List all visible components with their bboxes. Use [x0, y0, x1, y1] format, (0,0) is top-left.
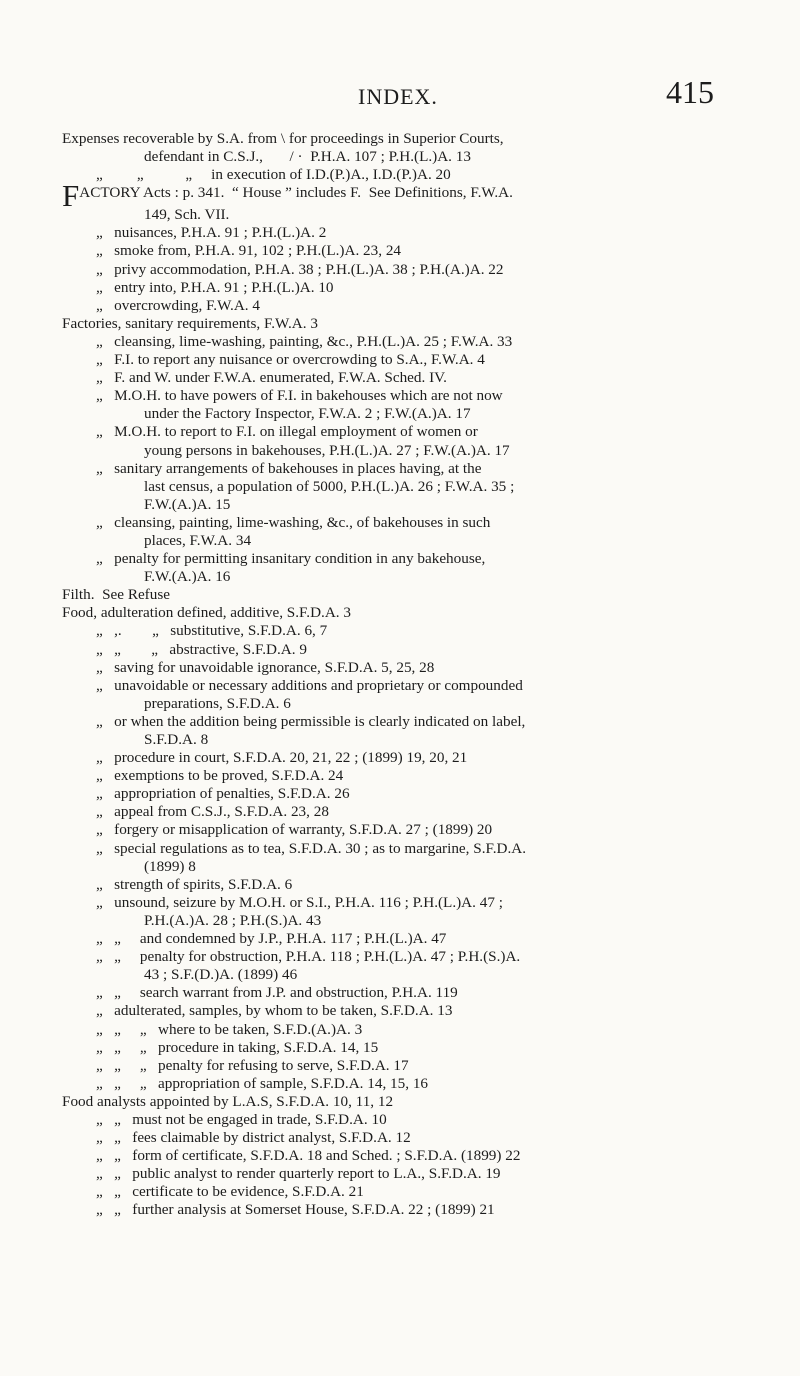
index-line-text: 149, Sch. VII. [144, 206, 230, 224]
index-line-text: „ „ penalty for obstruction, P.H.A. 118 ; P.H.(L.)A. 47 ; P.H.(S.)A. [96, 948, 521, 966]
index-line [96, 242, 752, 260]
index-line-text: „ „ „ appropriation of sample, S.F.D.A. 14, 15, 16 [96, 1074, 429, 1092]
index-line-text: last census, a population of 5000, P.H.(L.)A. 26 ; F.W.A. 35 ; [144, 477, 515, 495]
index-line-text: „ „ public analyst to render quarterly report to L.A., S.F.D.A. 19 [96, 1165, 501, 1183]
index-line-text: „ cleansing, painting, lime-washing, &c., of bakehouses in such [96, 513, 491, 531]
index-line [96, 1111, 752, 1129]
index-line-text: Expenses recoverable by S.A. from \ for proceedings in Superior Courts, [62, 130, 504, 147]
index-line [96, 1002, 752, 1020]
index-line [144, 148, 752, 166]
index-line-text: „ privy accommodation, P.H.A. 38 ; P.H.(L.)A. 38 ; P.H.(A.)A. 22 [96, 260, 504, 278]
index-line [144, 478, 752, 496]
index-line [96, 948, 752, 966]
index-line-text: „ unsound, seizure by M.O.H. or S.I., P.H.A. 116 ; P.H.(L.)A. 47 ; [96, 893, 503, 911]
index-line [96, 261, 752, 279]
index-line [96, 803, 752, 821]
index-line [96, 749, 752, 767]
page-number: 415 [666, 74, 714, 110]
index-line-text: Food analysts appointed by L.A.S, S.F.D.A. 10, 11, 12 [62, 1092, 394, 1110]
index-line [96, 785, 752, 803]
index-line-text: 43 ; S.F.(D.)A. (1899) 46 [144, 966, 298, 984]
index-line [96, 1201, 752, 1219]
index-line-text: „ „ „ penalty for refusing to serve, S.F.D.A. 17 [96, 1056, 409, 1074]
index-line-text: „ M.O.H. to have powers of F.I. in bakehouses which are not now [96, 387, 503, 405]
index-line [96, 641, 752, 659]
index-line-text: „ appropriation of penalties, S.F.D.A. 26 [96, 785, 350, 803]
index-line [96, 369, 752, 387]
index-line [62, 604, 752, 622]
index-line-text: „ F.I. to report any nuisance or overcrowding to S.A., F.W.A. 4 [96, 351, 485, 369]
page-header [0, 74, 800, 114]
index-line [96, 659, 752, 677]
index-line [96, 1165, 752, 1183]
index-line [144, 912, 752, 930]
index-line-text: „ smoke from, P.H.A. 91, 102 ; P.H.(L.)A. 23, 24 [96, 242, 402, 260]
index-line [96, 1057, 752, 1075]
index-line [96, 387, 752, 405]
index-line-text: places, F.W.A. 34 [144, 531, 252, 549]
index-line-text: S.F.D.A. 8 [144, 731, 209, 748]
index-line [144, 442, 752, 460]
index-line-text: „ strength of spirits, S.F.D.A. 6 [96, 875, 293, 893]
index-line-text: „ „ „ procedure in taking, S.F.D.A. 14, 15 [96, 1038, 379, 1056]
index-line-text: „ ,. „ substitutive, S.F.D.A. 6, 7 [96, 622, 328, 640]
index-line-text: „ adulterated, samples, by whom to be taken, S.F.D.A. 13 [96, 1002, 453, 1020]
index-line-text: young persons in bakehouses, P.H.(L.)A. 27 ; F.W.(A.)A. 17 [144, 441, 510, 459]
index-line [96, 876, 752, 894]
index-line-text: P.H.(A.)A. 28 ; P.H.(S.)A. 43 [144, 911, 322, 929]
index-line [144, 568, 752, 586]
index-line-text: „ forgery or misapplication of warranty, S.F.D.A. 27 ; (1899) 20 [96, 821, 493, 839]
index-line-text: „ „ fees claimable by district analyst, S.F.D.A. 12 [96, 1129, 411, 1147]
index-line-text: „ saving for unavoidable ignorance, S.F.D.A. 5, 25, 28 [96, 658, 435, 676]
index-line-text: „ or when the addition being permissible is clearly indicated on label, [96, 712, 526, 730]
index-line [96, 894, 752, 912]
index-line-text: under the Factory Inspector, F.W.A. 2 ; F.W.(A.)A. 17 [144, 405, 471, 423]
index-line-text: „ F. and W. under F.W.A. enumerated, F.W.A. Sched. IV. [96, 369, 447, 387]
index-line-text: defendant in C.S.J., / · P.H.A. 107 ; P.H.(L.)A. 13 [144, 148, 471, 166]
index-line [144, 206, 752, 224]
index-line-text: „ sanitary arrangements of bakehouses in places having, at the [96, 459, 482, 477]
index-line [62, 130, 752, 148]
drop-cap: F [62, 178, 80, 214]
index-line [96, 622, 752, 640]
index-line [144, 496, 752, 514]
index-line [96, 1183, 752, 1201]
index-line [144, 695, 752, 713]
index-line-text: „ cleansing, lime-washing, painting, &c., P.H.(L.)A. 25 ; F.W.A. 33 [96, 332, 513, 350]
index-line [144, 532, 752, 550]
index-line-text: „ penalty for permitting insanitary condition in any bakehouse, [96, 550, 486, 568]
index-line-text: Food, adulteration defined, additive, S.F.D.A. 3 [62, 604, 351, 622]
index-line-text: „ „ and condemned by J.P., P.H.A. 117 ; P.H.(L.)A. 47 [96, 930, 447, 948]
index-line-text: F.W.(A.)A. 16 [144, 568, 231, 586]
index-line-text: „ unavoidable or necessary additions and proprietary or compounded [96, 676, 523, 694]
index-line-text: „ appeal from C.S.J., S.F.D.A. 23, 28 [96, 803, 329, 821]
index-line-text: „ „ search warrant from J.P. and obstruction, P.H.A. 119 [96, 984, 458, 1002]
index-line-text: „ „ certificate to be evidence, S.F.D.A. 21 [96, 1183, 364, 1201]
page-title: INDEX. [358, 84, 438, 109]
index-line [96, 1021, 752, 1039]
index-line-text: „ „ must not be engaged in trade, S.F.D.A. 10 [96, 1110, 387, 1128]
index-line-text: „ exemptions to be proved, S.F.D.A. 24 [96, 767, 344, 785]
index-line-text: „ nuisances, P.H.A. 91 ; P.H.(L.)A. 2 [96, 224, 327, 242]
index-line [96, 840, 752, 858]
index-line [144, 966, 752, 984]
index-line-text: Factories, sanitary requirements, F.W.A. 3 [62, 314, 318, 332]
index-line [96, 1075, 752, 1093]
index-line [96, 677, 752, 695]
index-line [96, 821, 752, 839]
index-line [144, 731, 752, 749]
index-line [144, 858, 752, 876]
index-line [96, 333, 752, 351]
index-line [96, 460, 752, 478]
index-line-text: „ „ further analysis at Somerset House, S.F.D.A. 22 ; (1899) 21 [96, 1201, 495, 1219]
index-line-text: (1899) 8 [144, 857, 196, 875]
index-line [96, 1039, 752, 1057]
index-line [96, 297, 752, 315]
index-line-text: Filth. See Refuse [62, 586, 170, 604]
index-line [96, 713, 752, 731]
index-line [144, 405, 752, 423]
index-line [62, 1093, 752, 1111]
index-line-text: „ procedure in court, S.F.D.A. 20, 21, 22 ; (1899) 19, 20, 21 [96, 749, 468, 767]
index-line [62, 178, 752, 214]
index-line [96, 279, 752, 297]
index-line [96, 166, 752, 184]
index-line [96, 423, 752, 441]
index-line-text: „ „ „ in execution of I.D.(P.)A., I.D.(P.)A. 20 [96, 166, 451, 184]
index-line-text: F.W.(A.)A. 15 [144, 495, 231, 513]
index-line [62, 586, 752, 604]
index-line [96, 550, 752, 568]
index-line-text: „ „ form of certificate, S.F.D.A. 18 and Sched. ; S.F.D.A. (1899) 22 [96, 1147, 521, 1165]
index-line [96, 930, 752, 948]
index-line [96, 767, 752, 785]
index-line-text: ACTORY Acts : p. 341. “ House ” includes F. See Definitions, F.W.A. [79, 184, 513, 202]
index-line [96, 351, 752, 369]
index-line [96, 1147, 752, 1165]
index-line [96, 1129, 752, 1147]
index-line [96, 984, 752, 1002]
index-line [96, 514, 752, 532]
index-line [96, 224, 752, 242]
index-line-text: „ overcrowding, F.W.A. 4 [96, 296, 260, 314]
index-entries [62, 130, 752, 1220]
index-line-text: „ „ „ where to be taken, S.F.D.(A.)A. 3 [96, 1020, 363, 1038]
index-line-text: preparations, S.F.D.A. 6 [144, 694, 291, 712]
index-line-text: „ „ „ abstractive, S.F.D.A. 9 [96, 640, 307, 658]
index-line [62, 315, 752, 333]
index-line-text: „ entry into, P.H.A. 91 ; P.H.(L.)A. 10 [96, 278, 334, 296]
index-line-text: „ special regulations as to tea, S.F.D.A. 30 ; as to margarine, S.F.D.A. [96, 839, 527, 857]
index-line-text: „ M.O.H. to report to F.I. on illegal employment of women or [96, 423, 478, 441]
